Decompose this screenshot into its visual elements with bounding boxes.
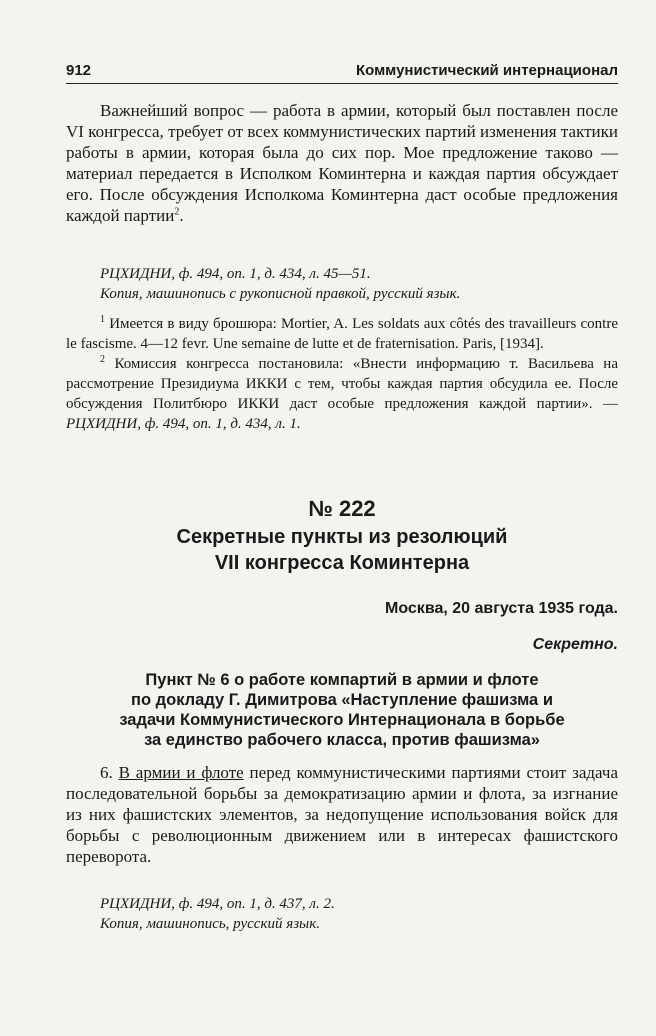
point-heading-line-3: задачи Коммунистического Интернационала в борьбе — [119, 711, 565, 729]
footnote-1-mark: 1 — [100, 314, 105, 325]
archive-reference: РЦХИДНИ, ф. 494, оп. 1, д. 434, л. 45—51. — [100, 266, 371, 282]
document-number: № 222 — [308, 496, 376, 521]
dateline: Москва, 20 августа 1935 года. — [385, 600, 618, 617]
point-heading — [66, 670, 618, 750]
footnotes — [66, 314, 618, 434]
intro-text: Важнейший вопрос — работа в армии, который был поставлен после VI конгресса, требует от всех коммунистических партий изменения тактики работы в армии, которая была до сих пор. Мое предложение таково — материал передается в Исполком Коминтерна и каждая партия обсуждает его. После обсуждения Исполкома Коминтерна даст особые предложения каждой партии — [66, 101, 618, 225]
source-block-1 — [100, 264, 618, 304]
document-title — [66, 524, 618, 576]
footnote-1 — [66, 314, 618, 354]
point-number: 6. — [100, 763, 113, 782]
source-block-2 — [100, 894, 618, 934]
point-underlined-phrase: В армии и флоте — [118, 763, 244, 782]
running-title: Коммунистический интернационал — [355, 62, 618, 79]
classification-mark: Секретно. — [532, 636, 618, 653]
footnote-ref-2: 2 — [174, 206, 180, 218]
archive-reference-2: РЦХИДНИ, ф. 494, оп. 1, д. 437, л. 2. — [100, 896, 335, 912]
intro-paragraph — [66, 100, 618, 226]
intro-end: . — [179, 206, 184, 225]
footnote-2-mark: 2 — [100, 354, 105, 365]
page-number: 912 — [66, 62, 92, 79]
running-header — [66, 62, 618, 84]
document-title-line-1: Секретные пункты из резолюций — [176, 526, 508, 548]
point-heading-line-2: по докладу Г. Димитрова «Наступление фашизма и — [131, 691, 553, 709]
footnote-2-text: Комиссия конгресса постановила: «Внести информацию т. Васильева на рассмотрение Президиума ИККИ с тем, чтобы каждая партия обсудила ее. После обсуждения Политбюро ИККИ даст особые предложения каждой партии». — — [66, 356, 618, 412]
footnote-2 — [66, 354, 618, 434]
point-text: перед коммунистическими партиями стоит задача последовательной борьбы за демократизацию армии и флота, за изгнание из них фашистских элементов, за недопущение использования войск для борьбы с революционным движением или в интересах фашистского переворота. — [66, 763, 618, 866]
footnote-2-source: РЦХИДНИ, ф. 494, оп. 1, д. 434, л. 1. — [66, 416, 301, 432]
footnote-1-text: Имеется в виду брошюра: Mortier, A. Les soldats aux côtés des travailleurs contre le fascisme. 4—12 fevr. Une semaine de lutte et de fraternisation. Paris, [1934]. — [66, 316, 618, 352]
point-6-paragraph — [66, 762, 618, 867]
point-heading-line-4: за единство рабочего класса, против фашизма» — [144, 731, 540, 749]
copy-note-2: Копия, машинопись, русский язык. — [100, 916, 320, 932]
copy-note: Копия, машинопись с рукописной правкой, русский язык. — [100, 286, 461, 302]
point-heading-line-1: Пункт № 6 о работе компартий в армии и флоте — [145, 671, 539, 689]
document-title-line-2: VII конгресса Коминтерна — [214, 552, 470, 574]
